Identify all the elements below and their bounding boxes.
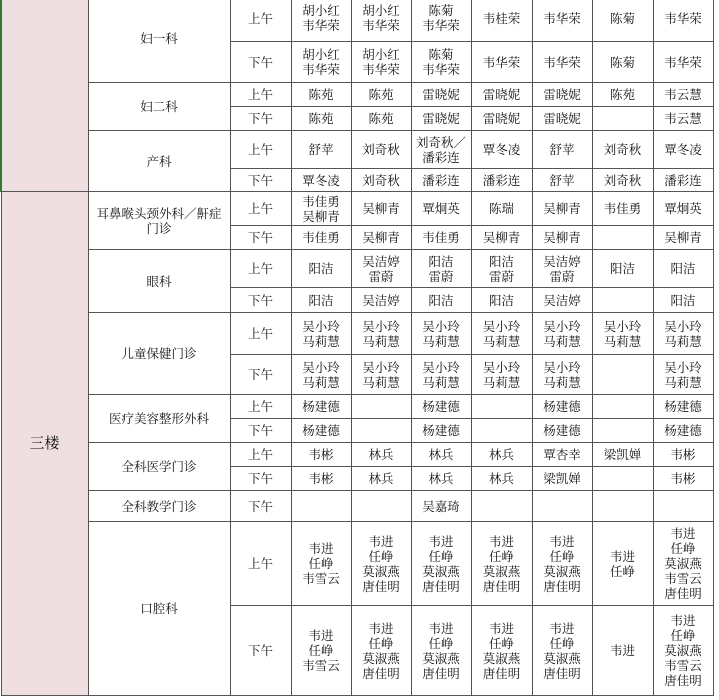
schedule-cell: 吴小玲 马莉慧 xyxy=(532,355,592,395)
schedule-cell: 陈瑞 xyxy=(471,192,532,226)
schedule-cell xyxy=(592,107,653,131)
schedule-cell: 杨建德 xyxy=(653,395,713,419)
schedule-cell: 韦进 任峥 莫淑燕 唐佳明 xyxy=(471,606,532,696)
schedule-cell: 杨建德 xyxy=(291,419,351,443)
schedule-cell: 韦彬 xyxy=(653,467,713,491)
schedule-cell: 陈菊 xyxy=(592,42,653,83)
dept-cell: 口腔科 xyxy=(88,522,230,696)
schedule-cell: 阳洁 雷蔚 xyxy=(471,250,532,288)
schedule-cell: 刘奇秋 xyxy=(351,131,411,169)
schedule-cell xyxy=(592,491,653,522)
schedule-cell: 韦进 任峥 韦雪云 xyxy=(291,606,351,696)
schedule-cell: 韦进 任峥 xyxy=(592,522,653,606)
schedule-cell: 阳洁 xyxy=(653,288,713,313)
schedule-cell: 陈菊 韦华荣 xyxy=(411,42,471,83)
schedule-cell: 林兵 xyxy=(411,443,471,467)
schedule-cell: 梁凯婵 xyxy=(592,443,653,467)
schedule-cell: 胡小红 韦华荣 xyxy=(291,0,351,42)
period-cell: 上午 xyxy=(230,0,291,42)
schedule-cell: 杨建德 xyxy=(532,419,592,443)
schedule-cell xyxy=(351,395,411,419)
schedule-cell: 吴小玲 马莉慧 xyxy=(291,313,351,355)
period-cell: 下午 xyxy=(230,355,291,395)
schedule-cell: 雷晓妮 xyxy=(411,83,471,107)
schedule-cell: 陈苑 xyxy=(291,83,351,107)
schedule-cell: 韦云慧 xyxy=(653,83,713,107)
period-cell: 下午 xyxy=(230,491,291,522)
schedule-cell: 刘奇秋 xyxy=(592,131,653,169)
schedule-cell: 吴小玲 马莉慧 xyxy=(351,355,411,395)
schedule-cell: 韦佳勇 吴柳青 xyxy=(291,192,351,226)
schedule-cell: 雷晓妮 xyxy=(471,107,532,131)
schedule-cell: 吴小玲 马莉慧 xyxy=(653,313,713,355)
schedule-cell: 林兵 xyxy=(471,467,532,491)
schedule-cell: 吴小玲 马莉慧 xyxy=(411,355,471,395)
schedule-cell: 舒苹 xyxy=(291,131,351,169)
schedule-cell: 刘奇秋 xyxy=(351,169,411,192)
schedule-cell: 阳洁 雷蔚 xyxy=(411,250,471,288)
schedule-cell: 潘彩连 xyxy=(411,169,471,192)
schedule-cell: 吴小玲 马莉慧 xyxy=(411,313,471,355)
schedule-cell: 吴小玲 马莉慧 xyxy=(471,355,532,395)
period-cell: 下午 xyxy=(230,226,291,250)
dept-cell: 耳鼻喉头颈外科／鼾症 门诊 xyxy=(88,192,230,250)
schedule-cell: 陈苑 xyxy=(351,107,411,131)
schedule-cell: 阳洁 xyxy=(592,250,653,288)
schedule-cell xyxy=(592,419,653,443)
schedule-cell: 杨建德 xyxy=(532,395,592,419)
schedule-cell: 覃炯英 xyxy=(653,192,713,226)
schedule-cell: 韦华荣 xyxy=(532,42,592,83)
schedule-cell: 韦进 任峥 莫淑燕 唐佳明 xyxy=(351,606,411,696)
schedule-cell: 吴小玲 马莉慧 xyxy=(351,313,411,355)
schedule-cell: 吴小玲 马莉慧 xyxy=(532,313,592,355)
schedule-cell: 韦佳勇 xyxy=(592,192,653,226)
period-cell: 下午 xyxy=(230,419,291,443)
schedule-cell xyxy=(351,491,411,522)
schedule-cell xyxy=(592,226,653,250)
dept-cell: 妇一科 xyxy=(88,0,230,83)
schedule-cell: 陈菊 韦华荣 xyxy=(411,0,471,42)
schedule-cell xyxy=(592,467,653,491)
dept-cell: 儿童保健门诊 xyxy=(88,313,230,395)
dept-cell: 医疗美容整形外科 xyxy=(88,395,230,443)
schedule-cell: 陈苑 xyxy=(351,83,411,107)
schedule-cell: 吴嘉琦 xyxy=(411,491,471,522)
schedule-cell xyxy=(592,395,653,419)
schedule-cell: 林兵 xyxy=(351,443,411,467)
schedule-cell: 阳洁 xyxy=(291,250,351,288)
schedule-cell: 吴柳青 xyxy=(351,226,411,250)
schedule-cell: 刘奇秋 xyxy=(592,169,653,192)
schedule-cell: 胡小红 韦华荣 xyxy=(351,42,411,83)
schedule-cell: 韦进 任峥 莫淑燕 唐佳明 xyxy=(471,522,532,606)
schedule-cell: 林兵 xyxy=(411,467,471,491)
schedule-cell: 杨建德 xyxy=(411,419,471,443)
dept-cell: 全科医学门诊 xyxy=(88,443,230,491)
schedule-cell xyxy=(653,491,713,522)
schedule-cell: 覃杏幸 xyxy=(532,443,592,467)
schedule-cell: 杨建德 xyxy=(411,395,471,419)
schedule-cell: 韦进 任峥 莫淑燕 韦雪云 唐佳明 xyxy=(653,606,713,696)
schedule-cell: 雷晓妮 xyxy=(411,107,471,131)
schedule-cell: 韦佳勇 xyxy=(411,226,471,250)
schedule-cell: 潘彩连 xyxy=(653,169,713,192)
dept-cell: 全科教学门诊 xyxy=(88,491,230,522)
schedule-cell: 吴柳青 xyxy=(471,226,532,250)
period-cell: 上午 xyxy=(230,313,291,355)
period-cell: 下午 xyxy=(230,467,291,491)
schedule-cell: 吴柳青 xyxy=(653,226,713,250)
schedule-cell: 韦华荣 xyxy=(471,42,532,83)
schedule-cell: 韦云慧 xyxy=(653,107,713,131)
floor-label: 三楼 xyxy=(1,192,88,696)
schedule-cell: 阳洁 xyxy=(653,250,713,288)
schedule-cell: 吴洁婷 雷蔚 xyxy=(532,250,592,288)
schedule-cell: 韦彬 xyxy=(291,467,351,491)
schedule-cell: 韦华荣 xyxy=(532,0,592,42)
schedule-cell: 吴小玲 马莉慧 xyxy=(291,355,351,395)
dept-cell: 产科 xyxy=(88,131,230,192)
schedule-cell: 阳洁 xyxy=(471,288,532,313)
schedule-cell: 陈菊 xyxy=(592,0,653,42)
schedule-cell: 覃冬凌 xyxy=(471,131,532,169)
schedule-cell: 韦彬 xyxy=(291,443,351,467)
period-cell: 上午 xyxy=(230,192,291,226)
schedule-cell xyxy=(291,491,351,522)
period-cell: 上午 xyxy=(230,443,291,467)
schedule-cell: 杨建德 xyxy=(653,419,713,443)
schedule-cell: 韦进 任峥 莫淑燕 唐佳明 xyxy=(411,522,471,606)
schedule-cell: 陈苑 xyxy=(291,107,351,131)
schedule-cell: 韦彬 xyxy=(653,443,713,467)
schedule-cell xyxy=(471,419,532,443)
period-cell: 上午 xyxy=(230,395,291,419)
schedule-cell xyxy=(351,419,411,443)
schedule-cell: 雷晓妮 xyxy=(471,83,532,107)
schedule-cell xyxy=(592,355,653,395)
schedule-cell: 胡小红 韦华荣 xyxy=(351,0,411,42)
schedule-cell: 吴小玲 马莉慧 xyxy=(471,313,532,355)
schedule-cell: 吴柳青 xyxy=(532,192,592,226)
schedule-cell: 韦华荣 xyxy=(653,0,713,42)
dept-cell: 妇二科 xyxy=(88,83,230,131)
schedule-cell: 林兵 xyxy=(471,443,532,467)
schedule-cell: 潘彩连 xyxy=(471,169,532,192)
schedule-cell: 吴柳青 xyxy=(351,192,411,226)
schedule-cell: 韦进 任峥 莫淑燕 唐佳明 xyxy=(532,522,592,606)
schedule-cell: 雷晓妮 xyxy=(532,107,592,131)
schedule-cell: 陈苑 xyxy=(592,83,653,107)
schedule-cell: 韦进 任峥 莫淑燕 唐佳明 xyxy=(351,522,411,606)
schedule-cell: 林兵 xyxy=(351,467,411,491)
schedule-cell: 吴洁婷 xyxy=(351,288,411,313)
schedule-cell: 覃炯英 xyxy=(411,192,471,226)
schedule-cell: 阳洁 xyxy=(291,288,351,313)
schedule-cell: 覃冬凌 xyxy=(291,169,351,192)
schedule-cell: 韦华荣 xyxy=(653,42,713,83)
schedule-cell: 韦进 xyxy=(592,606,653,696)
period-cell: 上午 xyxy=(230,131,291,169)
schedule-cell xyxy=(471,491,532,522)
schedule-cell: 胡小红 韦华荣 xyxy=(291,42,351,83)
schedule-cell: 韦进 任峥 莫淑燕 韦雪云 唐佳明 xyxy=(653,522,713,606)
period-cell: 上午 xyxy=(230,522,291,606)
period-cell: 下午 xyxy=(230,107,291,131)
schedule-cell: 吴洁婷 xyxy=(532,288,592,313)
schedule-cell: 舒苹 xyxy=(532,131,592,169)
period-cell: 下午 xyxy=(230,42,291,83)
schedule-cell: 雷晓妮 xyxy=(532,83,592,107)
schedule-cell: 韦桂荣 xyxy=(471,0,532,42)
period-cell: 上午 xyxy=(230,83,291,107)
schedule-cell: 舒苹 xyxy=(532,169,592,192)
schedule-cell: 杨建德 xyxy=(291,395,351,419)
period-cell: 下午 xyxy=(230,169,291,192)
schedule-cell: 吴小玲 马莉慧 xyxy=(653,355,713,395)
schedule-cell: 梁凯婵 xyxy=(532,467,592,491)
schedule-cell: 韦进 任峥 韦雪云 xyxy=(291,522,351,606)
floor-cell-previous xyxy=(1,0,88,192)
schedule-cell: 覃冬凌 xyxy=(653,131,713,169)
schedule-cell: 吴小玲 马莉慧 xyxy=(592,313,653,355)
schedule-cell: 韦进 任峥 莫淑燕 唐佳明 xyxy=(411,606,471,696)
schedule-cell: 吴柳青 xyxy=(532,226,592,250)
schedule-cell xyxy=(471,395,532,419)
schedule-cell: 韦进 任峥 莫淑燕 唐佳明 xyxy=(532,606,592,696)
schedule-cell: 韦佳勇 xyxy=(291,226,351,250)
dept-cell: 眼科 xyxy=(88,250,230,313)
schedule-cell xyxy=(592,288,653,313)
schedule-cell: 吴洁婷 雷蔚 xyxy=(351,250,411,288)
period-cell: 下午 xyxy=(230,288,291,313)
schedule-cell xyxy=(532,491,592,522)
schedule-cell: 阳洁 xyxy=(411,288,471,313)
period-cell: 上午 xyxy=(230,250,291,288)
period-cell: 下午 xyxy=(230,606,291,696)
schedule-cell: 刘奇秋／ 潘彩连 xyxy=(411,131,471,169)
